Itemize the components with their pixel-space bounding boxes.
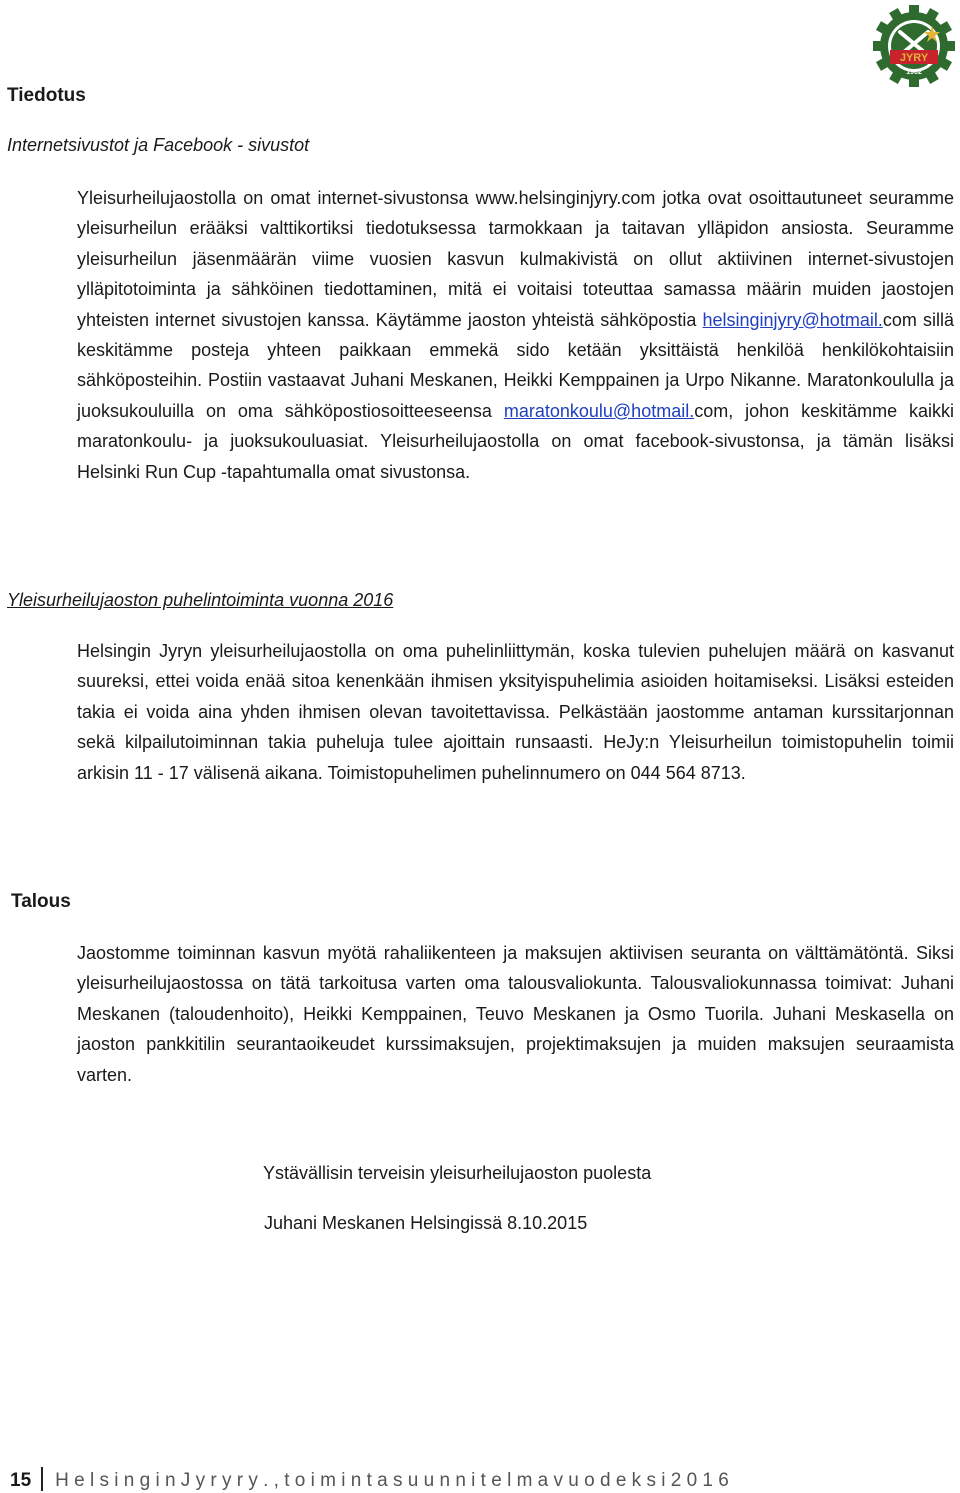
heading-talous: Talous (11, 891, 71, 912)
jyry-emblem-icon (872, 4, 956, 88)
text-segment: , johon keskitämme kaikki maratonkoulu- ja juoksukouluasiat. Yleisurheilujaostolla on omat facebook-sivustonsa, ja tämän lisäksi Helsinki Run Cup -tapahtumalla omat sivustonsa. (77, 400, 954, 482)
email-tail: com (882, 309, 917, 330)
closing-greeting: Ystävällisin terveisin yleisurheilujaoston puolesta (263, 1163, 652, 1183)
page-footer (10, 1467, 729, 1492)
text-segment: sillä keskitämme posteja yhteen paikkaan emmekä sido ketään yksittäistä henkilöä henkilökohtaisiin sähköposteihin. Postiin vastaavat Juhani Meskanen, Heikki Kemppainen ja Urpo Nikanne. Maratonkoululla ja juoksukouluilla on oma sähköpostiosoitteeseensa (77, 309, 954, 421)
heading-tiedotus: Tiedotus (7, 85, 86, 106)
footer-divider (41, 1467, 43, 1491)
subheading-internet: Internetsivustot ja Facebook - sivustot (7, 135, 310, 155)
text-segment: Yleisurheilujaostolla on omat internet-sivustonsa www.helsinginjyry.com jotka ovat osoittautuneet seuramme yleisurheilun erääksi valttikortiksi tiedotuksessa tarmokkaan ja taitavan ylläpidon ansiosta. Seuramme yleisurheilun jäsenmäärän viime vuosien kasvun kulmakivistä on ollut aktiivinen internet-sivustojen ylläpitotoiminta ja sähköinen tiedottaminen, mitä ei voitaisi toteuttaa samassa määrin muiden jaostojen yhteisten internet sivustojen kanssa. Käytämme jaoston yhteistä sähköpostia (77, 188, 954, 330)
heading-puhelintoiminta: Yleisurheilujaoston puhelintoiminta vuonna 2016 (7, 590, 394, 610)
paragraph-talous: Jaostomme toiminnan kasvun myötä rahaliikenteen ja maksujen aktiivisen seuranta on välttämätöntä. Siksi yleisurheilujaostossa on tätä tarkoitusa varten oma talousvaliokunta. Talousvaliokunnassa toimivat: Juhani Meskanen (taloudenhoito), Heikki Kemppainen, Teuvo Meskanen ja Osmo Tuorila. Juhani Meskasella on jaoston pankkitilin seurantaoikeudet kurssimaksujen, projektimaksujen ja muiden maksujen seuraamista varten. (77, 943, 954, 1085)
logo-text: JYRY (899, 52, 929, 64)
jyry-logo (872, 4, 956, 88)
paragraph-internet (77, 183, 954, 487)
email-link-maratonkoulu[interactable]: maratonkoulu@hotmail. (503, 400, 695, 421)
page-number: 15 (10, 1470, 32, 1491)
closing-signature: Juhani Meskanen Helsingissä 8.10.2015 (264, 1213, 588, 1233)
email-tail: com (694, 400, 729, 421)
paragraph-puhelin: Helsingin Jyryn yleisurheilujaostolla on oma puhelinliittymän, koska tulevien puhelujen määrä on kasvanut suureksi, ettei voida enää sitoa kenenkään ihmisen yksityispuhelimia asioiden hoitamiseksi. Lisäksi esteiden takia ei voida aina yhden ihmisen olevan tavoitettavissa. Pelkästään jaostomme antaman kurssitarjonnan sekä kilpailutoiminnan takia puheluja tulee ajoittain runsaasti. HeJy:n Yleisurheilun toimistopuhelin toimii arkisin 11 - 17 välisenä aikana. Toimistopuhelimen puhelinnumero on 044 564 8713. (77, 641, 954, 783)
email-link-helsinginjyry[interactable]: helsinginjyry@hotmail. (702, 309, 883, 330)
logo-year: 1902 (906, 69, 922, 76)
footer-title: H e l s i n g i n J y r y r y . , t o i m i n t a s u u n n i t e l m a v u o d e k s i 2 0 1 6 (55, 1470, 729, 1491)
